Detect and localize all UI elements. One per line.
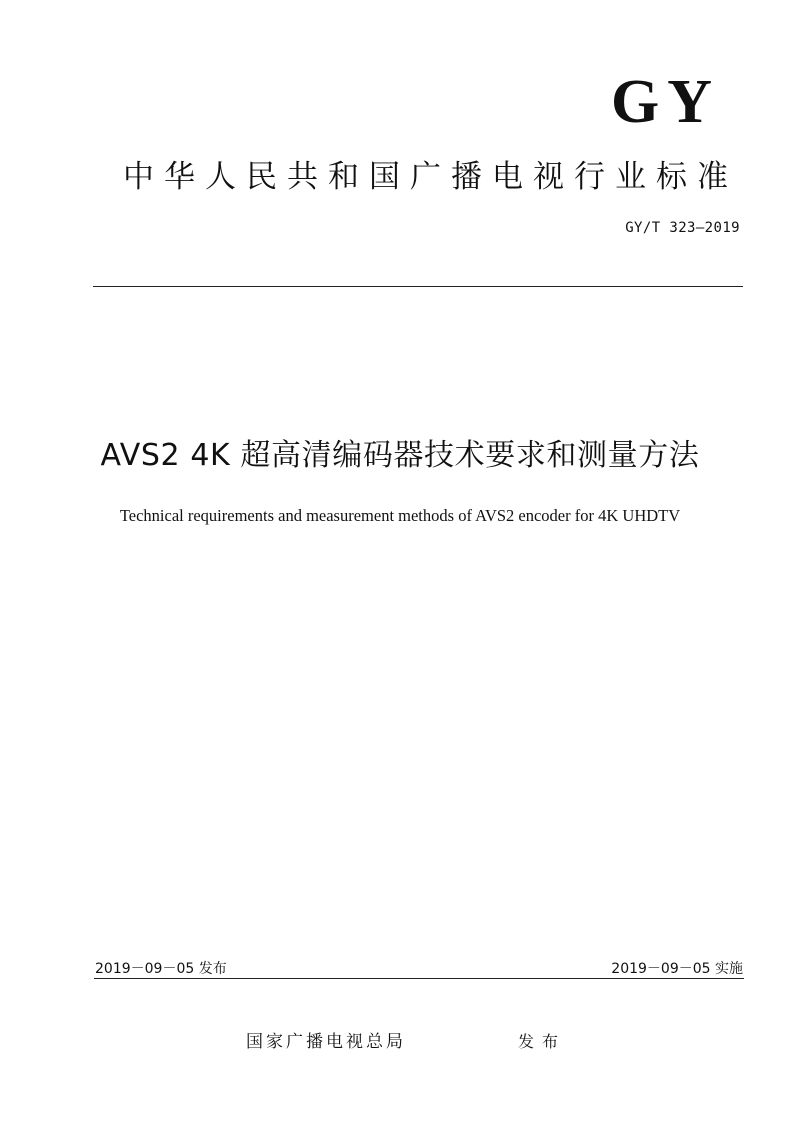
publish-label: 发布: [518, 1032, 567, 1051]
issue-date: 2019－09－05 发布: [95, 961, 227, 977]
publisher-name: 国家广播电视总局: [246, 1032, 406, 1052]
date-row: [94, 960, 744, 979]
standard-code: GY/T 323—2019: [625, 220, 740, 236]
standard-category-title: 中华人民共和国广播电视行业标准: [123, 159, 738, 195]
document-title-english: Technical requirements and measurement methods of AVS2 encoder for 4K UHDTV: [119, 506, 681, 525]
header-divider: [93, 286, 743, 287]
document-title-chinese: AVS2 4K 超高清编码器技术要求和测量方法: [100, 438, 700, 473]
implementation-date: 2019－09－05 实施: [611, 961, 743, 977]
standard-logo: GY: [611, 68, 720, 136]
